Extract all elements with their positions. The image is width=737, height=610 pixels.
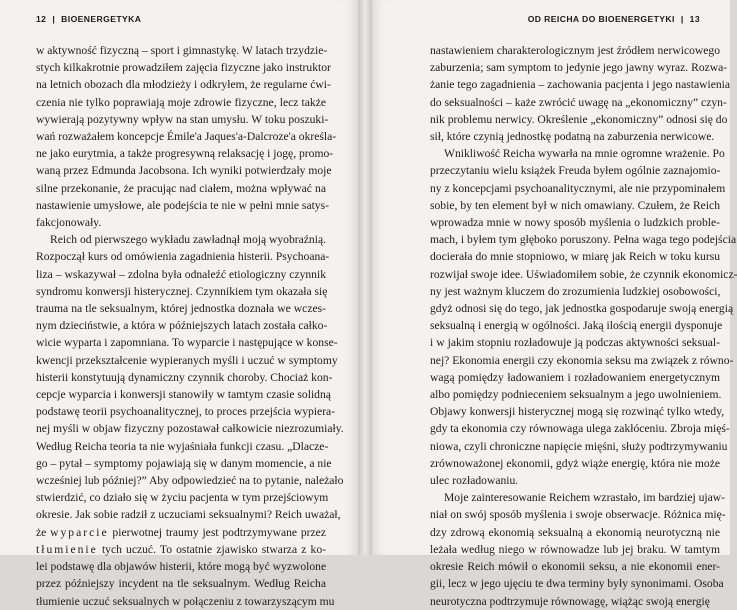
right-running-title: OD REICHA DO BIOENERGETYKI bbox=[527, 14, 675, 24]
right-page bbox=[372, 0, 737, 608]
left-page-body bbox=[36, 42, 344, 610]
text-line: Reich od pierwszego wykładu zawładnął moją wyobraźnią. bbox=[50, 233, 326, 247]
text-line: ne jako eurytmia, a także progresywną relaksację i jogę, promo- bbox=[36, 147, 334, 161]
text-line: go – pytał – symptomy pojawiają się w danym momencie, a nie bbox=[36, 456, 332, 470]
text-line: gdyż odnosi się do tego, jak jednostka gospodaruje swoją energią bbox=[430, 302, 734, 316]
header-separator: | bbox=[52, 14, 56, 24]
text-line: liza – wskazywał – zdolna była odnaleźć etiologiczny czynnik bbox=[36, 267, 326, 281]
text-line: zaburzenia; sam symptom to jedynie jego jawny wyraz. Rozwa- bbox=[430, 61, 728, 75]
text-line: wcześniej lub później?” Aby odpowiedzieć na to pytanie, należało bbox=[36, 474, 344, 488]
text-line: tłumienie tych uczuć. To ostatnie zjawisko stwarza z ko- bbox=[36, 542, 326, 556]
text-line: waną przez Edmunda Jacobsona. Ich wyniki potwierdzały moje bbox=[36, 164, 332, 178]
left-running-header bbox=[36, 14, 141, 24]
text-line: sobie, by ten element był w nich omawiany. Czułem, że Reich bbox=[430, 198, 720, 212]
text-line: nym dzieciństwie, a która w późniejszych latach została całko- bbox=[36, 319, 328, 333]
text-line: wprowadza mnie w nowy sposób myślenia o ludzkich proble- bbox=[430, 216, 720, 230]
text-line: nej? Ekonomia energii czy ekonomia seksu ma związek z równo- bbox=[430, 353, 734, 367]
text-line: syndromu konwersji histerycznej. Czynnikiem tym okazała się bbox=[36, 284, 328, 298]
text-line: neurotyczna podtrzymuje równowagę, wiążąc swoją energię bbox=[430, 594, 710, 608]
text-line: niowa, czyli chroniczne napięcie mięśni, służy podtrzymywaniu bbox=[430, 439, 728, 453]
text-line: okresie Reich mówił o ekonomii seksu, a nie ekonomii ener- bbox=[430, 560, 720, 574]
text-line: docierała do mnie stopniowo, w miarę jak Reich w toku kursu bbox=[430, 250, 720, 264]
text-line: stych kilkakrotnie prowadziłem zajęcia fizyczne jako instruktor bbox=[36, 61, 331, 75]
text-line: cepcje wyparcia i konwersji stanowiły w tamtym czasie solidną bbox=[36, 388, 331, 402]
text-line: ny z koncepcjami psychoanalitycznymi, ale nie przypominałem bbox=[430, 181, 726, 195]
text-line: wagą pomiędzy ładowaniem i rozładowaniem energetycznym bbox=[430, 370, 720, 384]
text-line: Rozpoczął kurs od omówienia zagadnienia histerii. Psychoana- bbox=[36, 250, 330, 264]
text-line: żanie tego zagadnienia – zachowania pacjenta i jego nastawienia bbox=[430, 78, 730, 92]
text-line: nastawienie umysłowe, ale podejścia te nie w pełni mnie satys- bbox=[36, 198, 329, 212]
text-line: w aktywność fizyczną – sport i gimnastykę. W latach trzydzie- bbox=[36, 44, 328, 57]
text-line: seksualną i energią w ogólności. Jaką ilością energii dysponuje bbox=[430, 319, 723, 333]
text-line: i w jakim stopniu rozładowuje ją podczas aktywności seksual- bbox=[430, 336, 720, 350]
text-line: sił, które czynią jednostkę podatną na zaburzenia nerwicowe. bbox=[430, 130, 715, 144]
text-line: Według Reicha teoria ta nie wyjaśniała funkcji czasu. „Dlacze- bbox=[36, 439, 329, 453]
left-page-number: 12 bbox=[36, 14, 47, 24]
text-line: na letnich obozach dla młodzieży i odkryłem, że regularne ćwi- bbox=[36, 78, 331, 92]
text-line: dzy zdrową ekonomią seksualną a ekonomią neurotyczną nie bbox=[430, 525, 720, 539]
right-running-header bbox=[528, 14, 700, 24]
text-line: okresie. Jak sobie radził z uczuciami seksualnymi? Reich uważał, bbox=[36, 508, 341, 522]
text-line: histerii konstytuują dynamiczny czynnik choroby. Chociaż kon- bbox=[36, 370, 333, 384]
text-line: tłumienie uczuć seksualnych w połączeniu z towarzyszącym mu bbox=[36, 594, 335, 608]
text-line: wań rozważałem koncepcje Émile'a Jaques'a-Dalcroze'a określa- bbox=[36, 130, 337, 144]
text-line: nik problemu nerwicy. Określenie „ekonomiczny” odnosi się do bbox=[430, 112, 728, 126]
text-line: wicie wyparta i zapomniana. To wyparcie i następujące w konse- bbox=[36, 336, 338, 350]
header-separator: | bbox=[680, 14, 684, 24]
text-line: leżała według niego w równowadze lub jej braku. W tamtym bbox=[430, 542, 720, 556]
left-running-title: BIOENERGETYKA bbox=[61, 14, 142, 24]
text-line: kwencji przekształcenie wypieranych myśli i uczuć w symptomy bbox=[36, 353, 338, 367]
text-line: lei podstawę dla objawów histerii, które mogą być wyzwolone bbox=[36, 560, 327, 574]
text-line: gdy ta ekonomia czy równowaga ulega zakłóceniu. Zbroja mięś- bbox=[430, 422, 730, 436]
left-page bbox=[0, 0, 358, 608]
text-line: podstawę teorii psychoanalitycznej, to proces przejścia wypiera- bbox=[36, 405, 336, 419]
text-line: albo pomiędzy podnieceniem seksualnym a jego uwolnieniem. bbox=[430, 388, 722, 402]
text-line: nej myśli w objaw fizyczny pozostawał całkowicie niezrozumiały. bbox=[36, 422, 344, 436]
book-gutter bbox=[358, 0, 372, 555]
text-line: niał on swój sposób myślenia i swoje obserwacje. Różnica mię- bbox=[430, 508, 726, 522]
text-line: że wyparcie pierwotnej traumy jest podtrzymywane przez bbox=[36, 525, 326, 539]
text-line: rozwijał swoje idee. Uświadomiłem sobie, że czynnik ekonomicz- bbox=[430, 267, 737, 281]
text-line: silne przekonanie, że pracując nad ciałem, można wpływać na bbox=[36, 181, 326, 195]
text-line: przez późniejszy incydent na tle seksualnym. Według Reicha bbox=[36, 577, 326, 591]
right-page-body bbox=[430, 42, 737, 610]
text-line: gii, lecz w jego ujęciu te dwa terminy były synonimami. Osoba bbox=[430, 577, 724, 591]
text-line: przeczytaniu wielu książek Freuda byłem ogólnie zaznajomio- bbox=[430, 164, 721, 178]
text-line: czenia nie tylko poprawiają moje zdrowie fizyczne, lecz także bbox=[36, 95, 326, 109]
text-line: trauma na tle seksualnym, której jednostka doznała we wczes- bbox=[36, 302, 326, 316]
text-line: zrównoważonej ekonomii, gdyż wiąże energię, która nie może bbox=[430, 456, 720, 470]
text-line: Moje zainteresowanie Reichem wzrastało, im bardziej ujaw- bbox=[444, 491, 726, 505]
text-line: Objawy konwersji histerycznej mogą się rozwinąć tylko wtedy, bbox=[430, 405, 725, 419]
text-line: mach, i byłem tym głęboko poruszony. Pełna waga tego podejścia bbox=[430, 233, 737, 247]
text-line: ulec rozładowaniu. bbox=[430, 474, 519, 488]
text-line: wywierają pozytywny wpływ na stan umysłu. W toku poszuki- bbox=[36, 112, 329, 126]
text-line: stwierdzić, co działo się w życiu pacjenta w tym przejściowym bbox=[36, 491, 329, 505]
text-line: Wnikliwość Reicha wywarła na mnie ogromne wrażenie. Po bbox=[444, 147, 725, 161]
right-page-number: 13 bbox=[689, 14, 700, 24]
text-line: do seksualności – każe zwrócić uwagę na „ekonomiczny” czyn- bbox=[430, 95, 727, 109]
text-line: nastawieniem charakterologicznym jest źródłem nerwicowego bbox=[430, 44, 720, 57]
text-line: fakcjonowały. bbox=[36, 216, 102, 230]
text-line: ny jest ważnym kluczem do zrozumienia ludzkiej osobowości, bbox=[430, 284, 721, 298]
